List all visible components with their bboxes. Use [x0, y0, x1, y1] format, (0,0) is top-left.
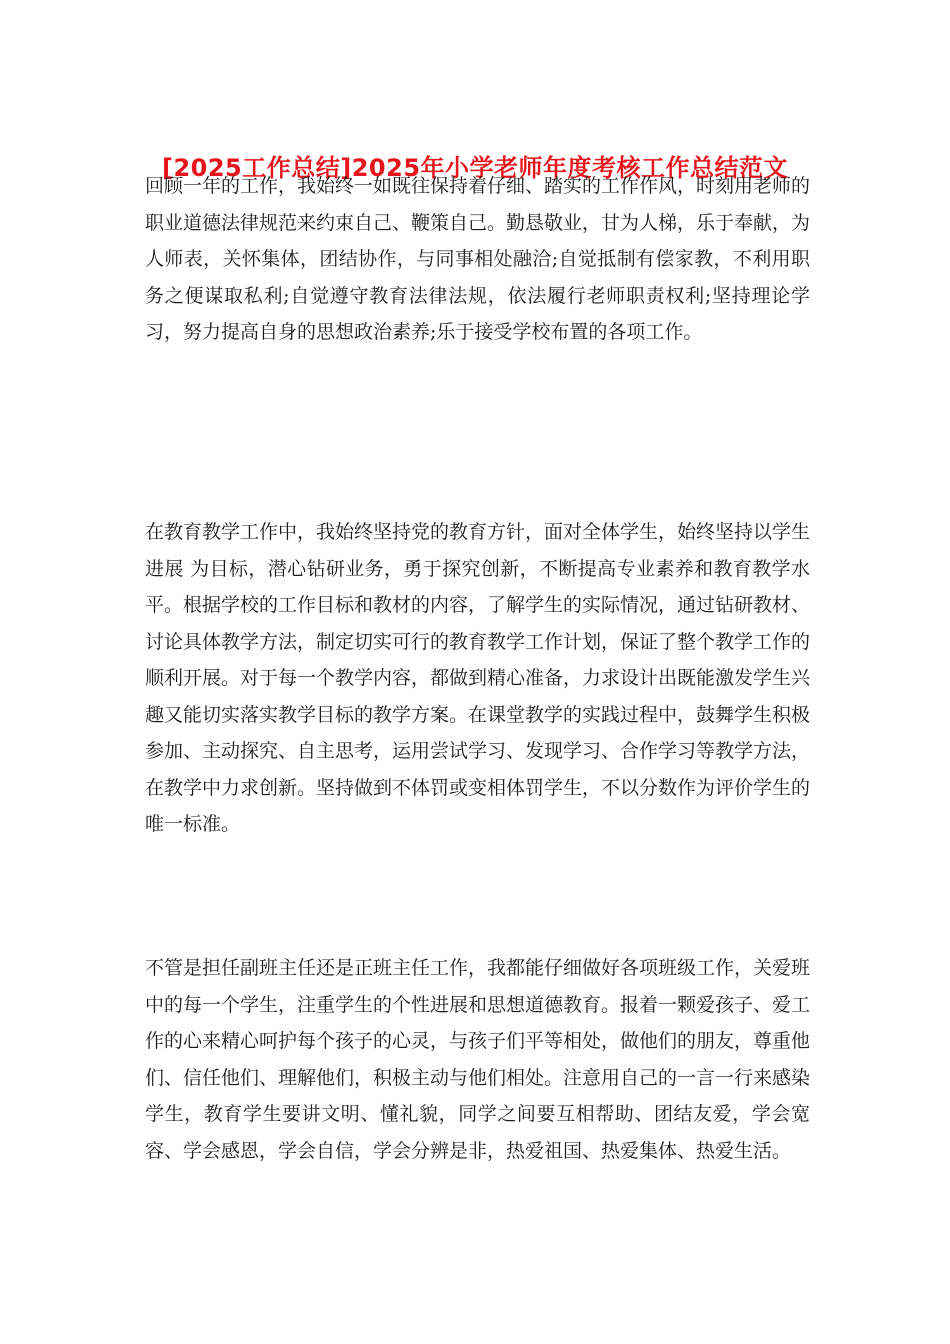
document-title: [2025工作总结]2025年小学老师年度考核工作总结范文 — [161, 154, 789, 182]
paragraph-2: 在教育教学工作中，我始终坚持党的教育方针，面对全体学生，始终坚持以学生进展 为目标，潜心钻研业务，勇于探究创新，不断提高专业素养和教育教学水平。根据学校的工作目标和教材的内容，了解学生的实际情况，通过钻研教材、讨论具体教学方法，制定切实可行的教育教学工作计划，保证了整个教学工作的顺利开展。对于每一个教学内容，都做到精心准备，力求设计出既能激发学生兴趣又能切实落实教学目标的教学方案。在课堂教学的实践过程中，鼓舞学生积极参加、主动探究、自主思考，运用尝试学习、发现学习、合作学习等教学方法，在教学中力求创新。坚持做到不体罚或变相体罚学生，不以分数作为评价学生的唯一标准。 — [145, 521, 811, 835]
paragraph-1: 回顾一年的工作，我始终一如既往保持着仔细、踏实的工作作风，时刻用老师的职业道德法律规范来约束自己、鞭策自己。勤恳敬业，甘为人梯，乐于奉献，为人师表，关怀集体，团结协作，与同事相处融洽;自觉抵制有偿家教，不利用职务之便谋取私利;自觉遵守教育法律法规，依法履行老师职责权利;坚持理论学习，努力提高自身的思想政治素养;乐于接受学校布置的各项工作。 — [145, 175, 811, 343]
paragraph-3: 不管是担任副班主任还是正班主任工作，我都能仔细做好各项班级工作，关爱班中的每一个学生，注重学生的个性进展和思想道德教育。报着一颗爱孩子、爱工作的心来精心呵护每个孩子的心灵，与孩子们平等相处，做他们的朋友，尊重他们、信任他们、理解他们，积极主动与他们相处。注意用自己的一言一行来感染学生，教育学生要讲文明、懂礼貌，同学之间要互相帮助、团结友爱，学会宽容、学会感恩，学会自信，学会分辨是非，热爱祖国、热爱集体、热爱生活。 — [145, 957, 811, 1162]
